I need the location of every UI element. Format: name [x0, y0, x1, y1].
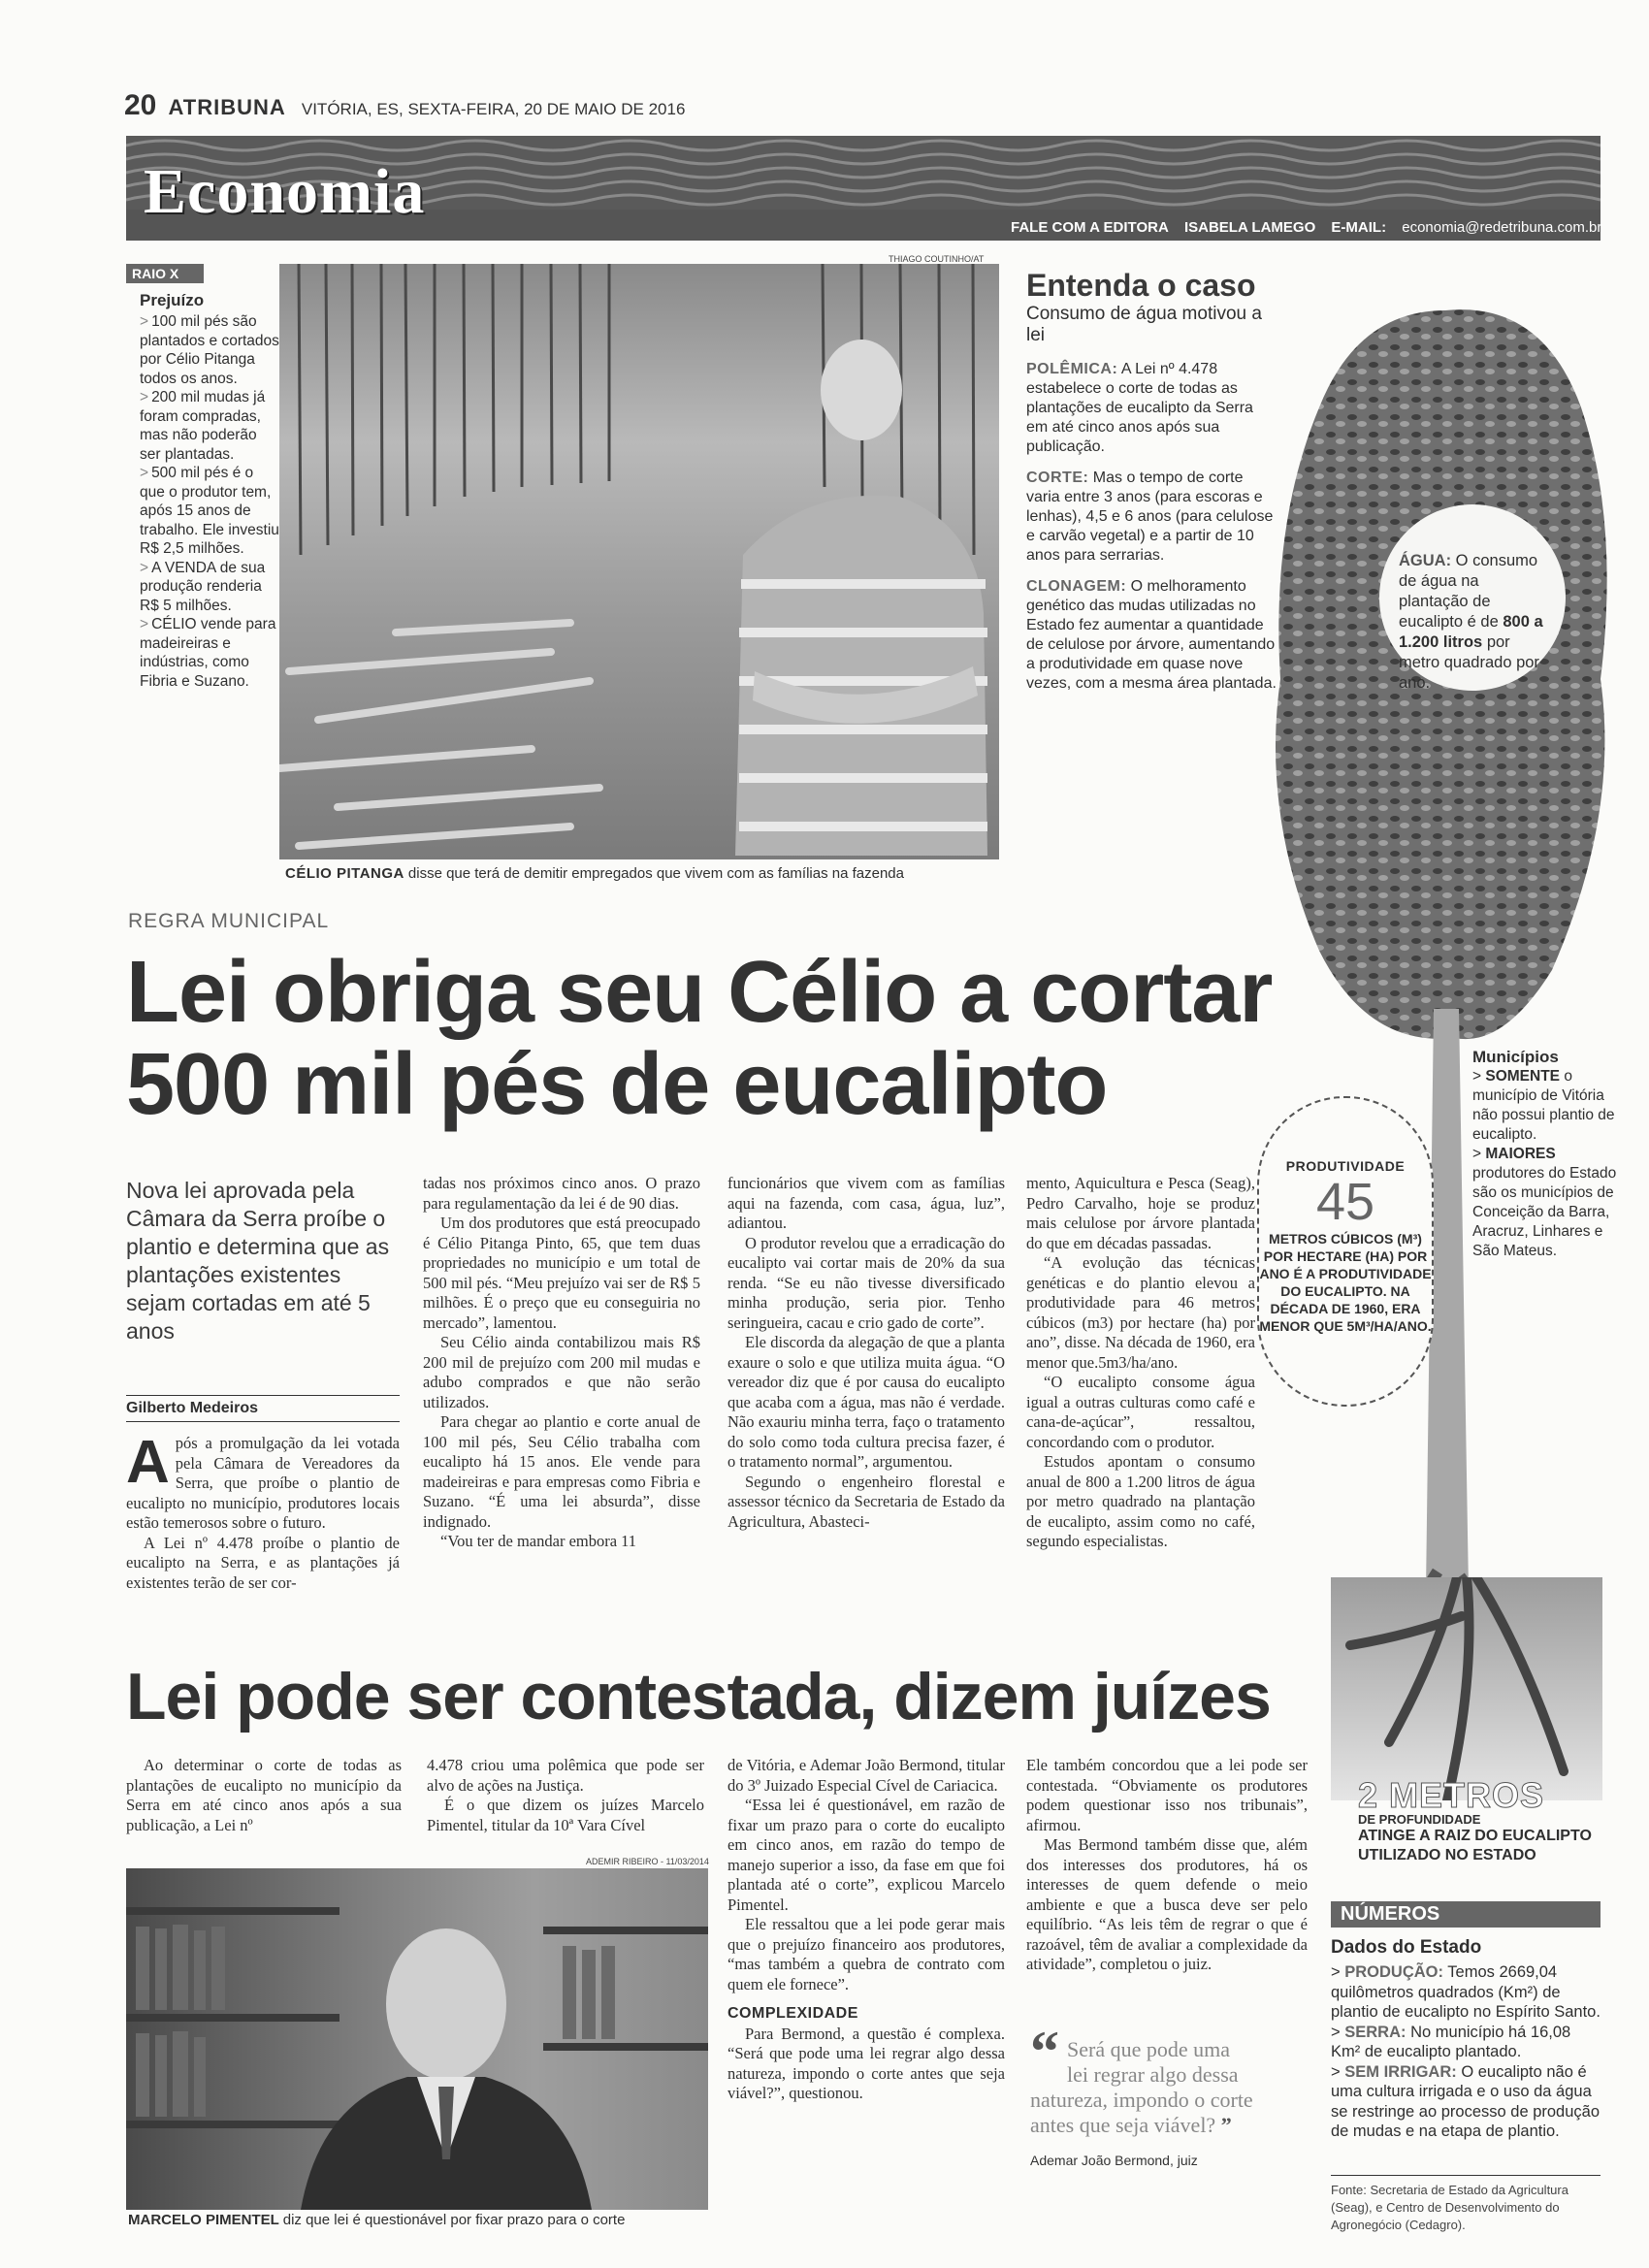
raio-x-list [140, 312, 279, 691]
eucalyptus-tree-illustration [1261, 272, 1630, 1756]
entenda-o-caso-box [1026, 268, 1278, 705]
quote-text: Será que pode uma lei regrar algo dessa natureza, impondo o corte antes que seja viável? [1030, 2037, 1253, 2137]
profundidade-info [1358, 1775, 1649, 1865]
produtividade-text: METROS CÚBICOS (M³) POR HECTARE (HA) POR ANO É A PRODUTIVIDADE DO EUCALIPTO. NA DÉCADA DE 1960, ERA MENOR QUE 5M³/HA/ANO. [1259, 1231, 1432, 1334]
story1-column-4: mento, Aquicultura e Pesca (Seag), Pedro Carvalho, hoje se produz mais celulose por árvore plantada do que em décadas passadas. “A evolução das técnicas genéticas e do plantio elevou a produtividade para 46 metros cúbicos (m3) por hectare (ha) por ano”, disse. Na década de 1960, era menor que.5m3/ha/ano. “O eucalipto consome água igual a outras culturas como café e cana-de-açúcar”, ressaltou, concordando com o produtor. Estudos apontam o consumo anual de 800 a 1.200 litros de água por metro quadrado na plantação de eucalipto, assim como no café, segundo especialistas. [1026, 1174, 1255, 1550]
editor-contact [1011, 219, 1613, 236]
agua-consumo-circle: ÁGUA: O consumo de água na plantação de eucalipto é de 800 a 1.200 litros por metro quadrado por ano. [1379, 504, 1566, 691]
metros-text: ATINGE A RAIZ DO EUCALIPTO UTILIZADO NO ESTADO [1358, 1828, 1592, 1863]
caption-text: diz que lei é questionável por fixar prazo para o corte [282, 2212, 626, 2228]
photo-caption [285, 865, 904, 882]
numeros-label: NÚMEROS [1331, 1901, 1600, 1928]
story2-column-1: Ao determinar o corte de todas as plantações de eucalipto no município da Serra em até cinco anos após a sua publicação, a Lei nº [126, 1756, 402, 1834]
caption-name: MARCELO PIMENTEL [128, 2212, 279, 2228]
raio-x-box [126, 264, 279, 865]
list-item: > A VENDA de sua produção renderia R$ 5 milhões. [140, 559, 266, 614]
photo-credit-2: ADEMIR RIBEIRO - 11/03/2014 [586, 1857, 709, 1866]
raio-x-title: Prejuízo [140, 291, 205, 309]
municipios-box [1472, 1048, 1628, 1261]
pull-quote: “ Será que pode uma lei regrar algo dessa natureza, impondo o corte antes que seja viável? ” Ademar João Bermond, juiz [1030, 2037, 1253, 2173]
section-title: Economia [144, 156, 426, 227]
list-item: > 100 mil pés são plantados e cortados por Célio Pitanga todos os anos. [140, 313, 279, 387]
story1-column-1: A pós a promulgação da lei votada pela Câmara de Vereadores da Serra, que proíbe o plantio de eucalipto no município, produtores locais estão temerosos sobre o futuro. A Lei nº 4.478 proíbe o plantio de eucalipto na Serra, e as plantações já existentes terão de ser cor- [126, 1429, 400, 1592]
list-item: > MAIORES produtores do Estado são os municípios de Conceição da Barra, Aracruz, Linhares e São Mateus. [1472, 1146, 1617, 1259]
photo-caption-2 [128, 2212, 625, 2228]
produtividade-value: 45 [1315, 1173, 1375, 1231]
headline-line-1: Lei obriga seu Célio a cortar [126, 944, 1273, 1041]
byline: Gilberto Medeiros [126, 1395, 400, 1422]
photo-marcelo-pimentel [126, 1868, 708, 2210]
caption-text: disse que terá de demitir empregados que vivem com as famílias na fazenda [407, 865, 904, 882]
page-header [124, 89, 685, 122]
story1-column-2: tadas nos próximos cinco anos. O prazo para regulamentação da lei é de 90 dias. Um dos produtores que está preocupado é Célio Pitanga Pinto, 65, que tem duas propriedades no município e um total de 500 mil pés. “Meu prejuízo vai ser de R$ 5 milhões. É o preço que eu conseguiria no mercado”, lamentou. Seu Célio ainda contabilizou mais R$ 200 mil de prejuízo com 200 mil mudas e adubo comprados e que não serão utilizados. Para chegar ao plantio e corte anual de 100 mil pés, Seu Célio trabalha com eucalipto há 15 anos. Ele vende para madeireiras e para empresas como Fibria e Suzano. “É uma lei absurda”, disse indignado. “Vou ter de mandar embora 11 [423, 1174, 700, 1550]
quote-mark-icon: “ [1030, 2020, 1059, 2084]
headline-line-2: 500 mil pés de eucalipto [126, 1036, 1108, 1133]
list-item: > 200 mil mudas já foram compradas, mas não poderão ser plantadas. [140, 389, 266, 463]
list-item: POLÊMICA: A Lei nº 4.478 estabelece o corte de todas as plantações de eucalipto da Serra em até cinco anos após sua publicação. [1026, 361, 1253, 455]
headline [126, 944, 1310, 1133]
metros-value: 2 METROS [1358, 1775, 1545, 1815]
numeros-title: Dados do Estado [1331, 1937, 1482, 1958]
email-label: E-MAIL: [1331, 219, 1387, 236]
list-item: > SERRA: No município há 16,08 Km² de eucalipto plantado. [1331, 2023, 1571, 2060]
entenda-subtitle: Consumo de água motivou a lei [1026, 304, 1262, 345]
raio-x-label: RAIO X [126, 264, 204, 283]
story1-column-3: funcionários que vivem com as famílias aqui na fazenda, com casa, água, luz”, adiantou. O produtor revelou que a erradicação do eucalipto vai cortar mais de 20% da sua renda. “Se eu não tivesse diversificado minha produção, seria pior. Tenho seringueira, cacau e crio gado de corte”. Ele discorda da alegação de que a planta exaure o solo e que utiliza muita água. “O vereador diz que é por causa do eucalipto que acaba com a água, mas não é verdade. Não exauriu minha terra, faço o tratamento do solo como toda cultura precisa fazer, é o tratamento normal”, argumentou. Segundo o engenheiro florestal e assessor técnico da Secretaria de Estado da Agricultura, Abasteci- [728, 1174, 1005, 1531]
list-item: > 500 mil pés é o que o produtor tem, após 15 anos de trabalho. Ele investiu R$ 2,5 milhões. [140, 465, 279, 557]
editor-name: ISABELA LAMEGO [1183, 219, 1316, 236]
photo-credit: THIAGO COUTINHO/AT [889, 254, 985, 264]
list-item: CORTE: Mas o tempo de corte varia entre 3 anos (para escoras e lenhas), 4,5 e 6 anos (para celulose e carvão vegetal) e a partir de 10 anos para serrarias. [1026, 470, 1274, 564]
photo-celio-pitanga [279, 264, 999, 859]
quote-author: Ademar João Bermond, juiz [1030, 2153, 1198, 2168]
municipios-title: Municípios [1472, 1048, 1559, 1066]
list-item: > SOMENTE o município de Vitória não possui plantio de eucalipto. [1472, 1068, 1615, 1143]
entenda-title: Entenda o caso [1026, 268, 1256, 303]
subheading: COMPLEXIDADE [728, 2005, 858, 2022]
story-kicker: REGRA MUNICIPAL [128, 910, 330, 932]
list-item: > CÉLIO vende para madeireiras e indústrias, como Fibria e Suzano. [140, 616, 276, 690]
caption-name: CÉLIO PITANGA [285, 865, 404, 882]
story2-column-4: Ele também concordou que a lei pode ser contestada. “Obviamente os produtores podem questionar isso nos tribunais”, afirmou. Mas Bermond também disse que, além dos interesses dos produtores, há os interesses de quem defende o meio ambiente e que a busca deve ser pelo equilíbrio. “As leis têm de regrar o que é razoável, têm de avaliar a complexidade da atividade”, completou o juiz. [1026, 1756, 1308, 1973]
soil-illustration [1331, 1577, 1602, 1800]
metros-sub: DE PROFUNDIDADE [1358, 1812, 1481, 1827]
list-item: > PRODUÇÃO: Temos 2669,04 quilômetros quadrados (Km²) de plantio de eucalipto no Espírito Santo. [1331, 1963, 1600, 2021]
numeros-box [1331, 1901, 1600, 2142]
contact-label: FALE COM A EDITORA [1011, 219, 1169, 236]
dateline: VITÓRIA, ES, SEXTA-FEIRA, 20 DE MAIO DE 2016 [301, 100, 686, 118]
story2-column-3: de Vitória, e Ademar João Bermond, titular do 3º Juizado Especial Cível de Cariacica. “Essa lei é questionável, em razão de fixar um prazo para o corte do eucalipto em cinco anos, em razão do tempo de manejo superior a isso, da fase em que foi plantada até o corte”, explicou Marcelo Pimentel. Ele ressaltou que a lei pode gerar mais que o prejuízo financeiro aos produtores, “mas também a quebra de contrato com quem ele fornece”. COMPLEXIDADE Para Bermond, a questão é complexa. “Será que pode uma lei regrar algo dessa natureza, impondo o corte antes que seja viável?”, questionou. [728, 1756, 1005, 2102]
story2-column-2: 4.478 criou uma polêmica que pode ser alvo de ações na Justiça. É o que dizem os juízes Marcelo Pimentel, titular da 10ª Vara Cível [427, 1756, 704, 1834]
newspaper-name: ATRIBUNA [168, 95, 286, 119]
headline-2: Lei pode ser contestada, dizem juízes [126, 1660, 1271, 1733]
list-item: CLONAGEM: O melhoramento genético das mudas utilizadas no Estado fez aumentar a quantidade de celulose por árvore, aumentando a produtividade em quase nove vezes, com a mesma área plantada. [1026, 578, 1277, 692]
editor-email[interactable]: economia@redetribuna.com.br [1402, 219, 1602, 236]
story-deck: Nova lei aprovada pela Câmara da Serra proíbe o plantio e determina que as plantações existentes sejam cortadas em até 5 anos [126, 1178, 390, 1344]
page-number: 20 [124, 89, 157, 121]
produtividade-box [1257, 1096, 1434, 1407]
drop-cap: A [126, 1429, 170, 1496]
numeros-source: Fonte: Secretaria de Estado da Agricultura (Seag), e Centro de Desenvolvimento do Agronegócio (Cedagro). [1331, 2175, 1600, 2234]
produtividade-title: PRODUTIVIDADE [1285, 1158, 1406, 1174]
list-item: > SEM IRRIGAR: O eucalipto não é uma cultura irrigada e o uso da água se restringe ao processo de produção de mudas e na etapa de plantio. [1331, 2062, 1600, 2140]
